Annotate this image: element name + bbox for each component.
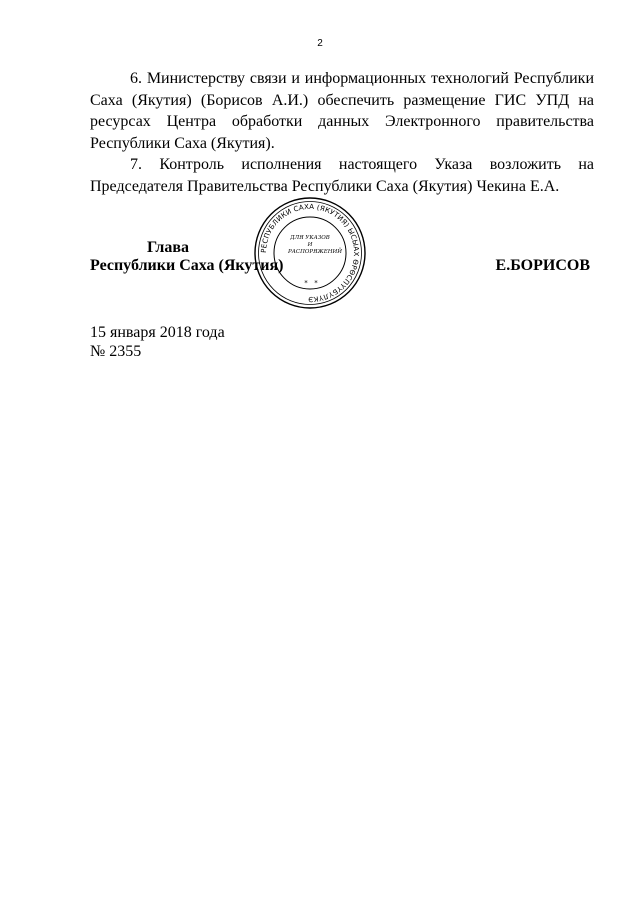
signature-title: Глава: [147, 239, 189, 256]
paragraph-6: 6. Министерству связи и информационных технологий Республики Саха (Якутия) (Борисов А.И.) обеспечить размещение ГИС УПД на ресурсах Центра обработки данных Электронного правительства Республики Саха (Якутия).: [90, 70, 594, 152]
seal-star-right: *: [314, 279, 318, 287]
document-date: 15 января 2018 года: [90, 324, 225, 341]
seal-outer-text: РЕСПУБЛИКИ САХА (ЯКУТИЯ) ЫСЫАХ ӨРӨСПҮҮБҮЛҮКЭ: [259, 202, 361, 304]
paragraph-7: 7. Контроль исполнения настоящего Указа возложить на Председателя Правительства Республики Саха (Якутия) Чекина Е.А.: [90, 156, 594, 195]
document-number: № 2355: [90, 343, 142, 360]
seal-star-left: *: [304, 279, 308, 287]
official-seal-icon: [252, 195, 368, 311]
signature-organization: Республики Саха (Якутия): [90, 257, 284, 274]
page-number: 2: [317, 38, 323, 49]
document-body: [90, 68, 594, 197]
signatory-name: Е.БОРИСОВ: [495, 257, 590, 274]
seal-inner-text: ДЛЯ УКАЗОВ И РАСПОРЯЖЕНИЙ: [288, 235, 343, 255]
